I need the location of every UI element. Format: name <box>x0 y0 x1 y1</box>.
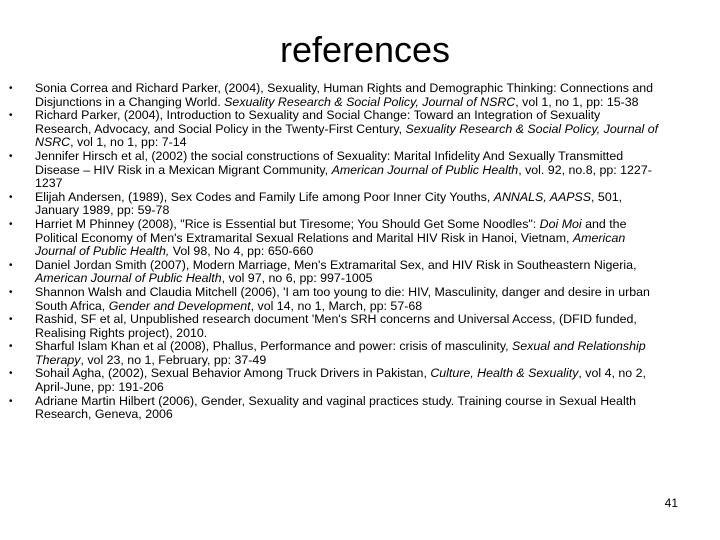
bullet-icon: • <box>9 110 13 122</box>
reference-text: Adriane Martin Hilbert (2006), Gender, Sexuality and vaginal practices study. Training course in Sexual Health Research, Geneva, 2006 <box>35 393 637 422</box>
bullet-icon: • <box>9 191 13 203</box>
reference-list <box>0 82 660 422</box>
reference-source: Sexuality Research & Social Policy, Journal of NSRC <box>35 121 659 150</box>
reference-source: American Journal of Public Health <box>35 271 222 286</box>
page-number: 41 <box>664 496 678 510</box>
reference-item <box>0 313 660 340</box>
reference-text: and the Political Economy of Men's Extramarital Sexual Relations and Marital HIV Risk in Hanoi, Vietnam, <box>35 216 627 245</box>
reference-text: Sohail Agha, (2002), Sexual Behavior Among Truck Drivers in Pakistan, <box>35 366 431 381</box>
reference-item <box>0 82 660 109</box>
reference-text: , 501, January 1989, pp: 59-78 <box>35 189 623 218</box>
reference-text: , vol 23, no 1, February, pp: 37-49 <box>80 352 267 367</box>
reference-source: American Journal of Public Health, <box>35 230 626 259</box>
reference-item <box>0 218 660 259</box>
bullet-icon: • <box>9 83 13 94</box>
reference-item <box>0 109 660 150</box>
bullet-icon: • <box>9 286 13 298</box>
bullet-icon: • <box>9 259 13 271</box>
reference-text: , vol 1, no 1, pp: 15-38 <box>515 94 639 109</box>
reference-text: Daniel Jordan Smith (2007), Modern Marriage, Men's Extramarital Sex, and HIV Risk in Southeastern Nigeria, <box>35 257 637 272</box>
reference-item <box>0 340 660 367</box>
reference-text: , vol 1, no 1, pp: 7-14 <box>70 135 187 150</box>
reference-source: Doi Moi <box>539 216 582 231</box>
bullet-icon: • <box>9 314 13 326</box>
reference-text: , vol. 92, no.8, pp: 1227-1237 <box>35 162 652 191</box>
reference-item <box>0 259 660 286</box>
bullet-icon: • <box>9 150 13 162</box>
reference-source: Sexuality Research & Social Policy, Journal of NSRC <box>224 94 516 109</box>
reference-text: Harriet M Phinney (2008), "Rice is Essential but Tiresome; You Should Get Some Noodles": <box>35 216 540 231</box>
reference-item <box>0 150 660 191</box>
reference-source: Culture, Health & Sexuality <box>430 366 579 381</box>
reference-text: , vol 4, no 2, April-June, pp: 191-206 <box>35 366 646 395</box>
bullet-icon: • <box>9 368 13 380</box>
reference-text: , vol 14, no 1, March, pp: 57-68 <box>250 298 423 313</box>
reference-item <box>0 395 660 422</box>
reference-source: American Journal of Public Health <box>331 162 519 177</box>
reference-item <box>0 286 660 313</box>
reference-item <box>0 191 660 218</box>
reference-text: Elijah Andersen, (1989), Sex Codes and Family Life among Poor Inner City Youths, <box>35 189 494 204</box>
reference-text: , vol 97, no 6, pp: 997-1005 <box>221 271 373 286</box>
reference-text: Rashid, SF et al, Unpublished research document 'Men's SRH concerns and Universal Access, (DFID funded, Realising Rights project), 2010. <box>35 312 637 340</box>
reference-text: Jennifer Hirsch et al, (2002) the social constructions of Sexuality: Marital Infidelity And Sexually Transmitted Disease – HIV Risk in a Mexican Migrant Community, <box>35 148 624 177</box>
reference-text: Shannon Walsh and Claudia Mitchell (2006), 'I am too young to die: HIV, Masculinity, danger and desire in urban South Africa, <box>35 284 650 313</box>
reference-text: Sonia Correa and Richard Parker, (2004), Sexuality, Human Rights and Demographic Thinking: Connections and Disjunctions in a Changing World. <box>35 81 654 109</box>
bullet-icon: • <box>9 341 13 353</box>
reference-text: Vol 98, No 4, pp: 650-660 <box>169 244 314 259</box>
reference-text: Sharful Islam Khan et al (2008), Phallus, Performance and power: crisis of masculinity, <box>35 339 513 354</box>
slide-title: references <box>279 29 451 70</box>
reference-source: ANNALS, AAPSS <box>493 189 592 204</box>
reference-text: Richard Parker, (2004), Introduction to Sexuality and Social Change: Toward an Integration of Sexuality Research, Advocacy, and Social Policy in the Twenty-First Century, <box>35 108 601 136</box>
bullet-icon: • <box>9 218 13 230</box>
reference-item <box>0 367 660 394</box>
bullet-icon: • <box>9 395 13 407</box>
reference-source: Gender and Development <box>108 298 251 313</box>
reference-source: Sexual and Relationship Therapy <box>35 339 646 367</box>
